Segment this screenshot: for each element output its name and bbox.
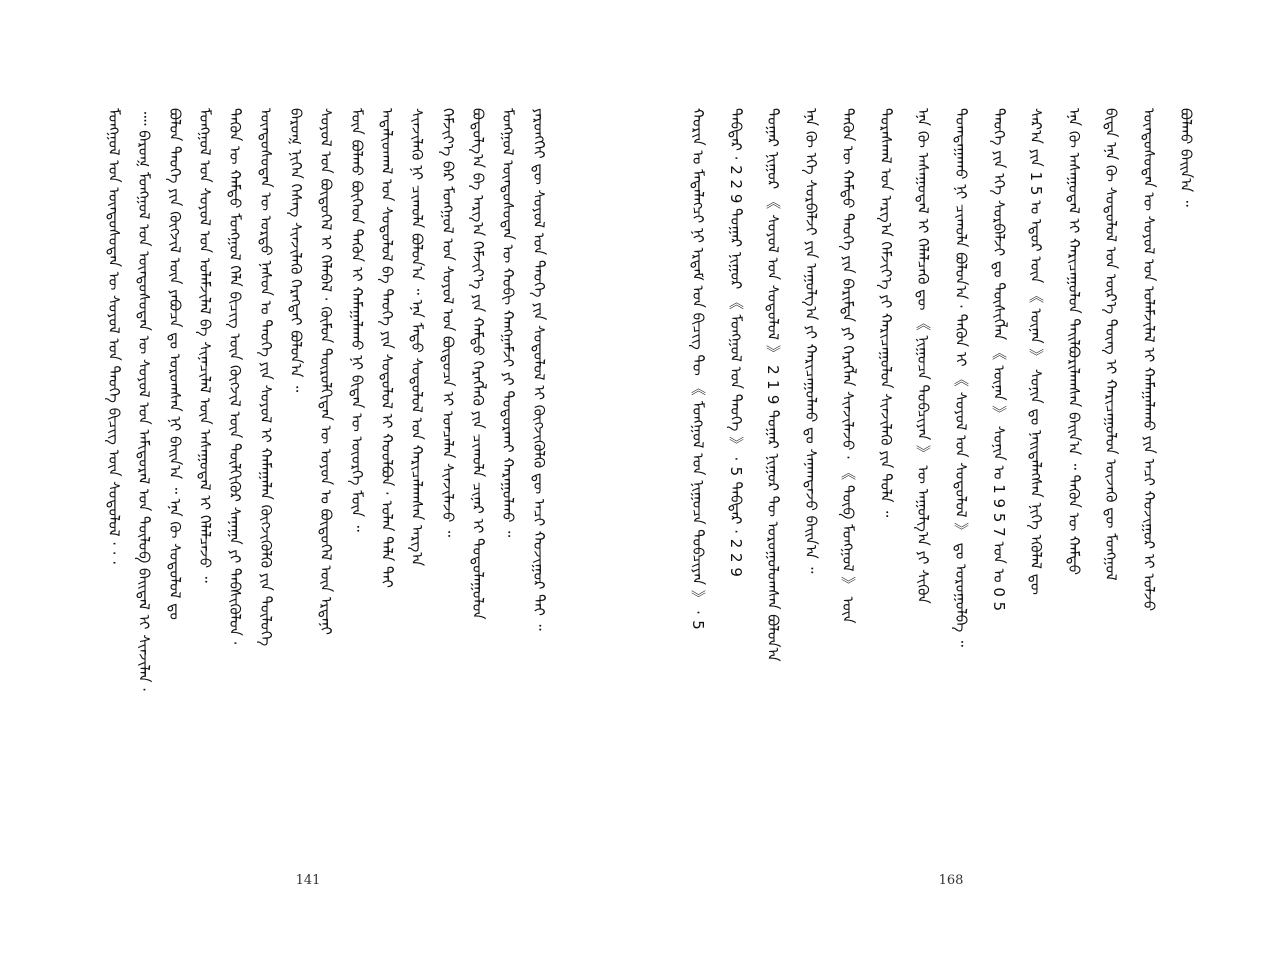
left-page-number: 141 xyxy=(295,873,321,888)
text-column: ᠳᠤᠭᠠᠷ ᠨᠢᠭᠤᠷ 《 ᠰᠣᠶᠣᠯ ᠤᠨ ᠰᠤᠳᠤᠯᠤᠯ 》 2 1 9 ᠳᠤᠭᠠᠷ ᠨᠢᠭᠤᠷ ᠲᠦ ᠣᠷᠤᠭᠤᠯᠤᠭᠰᠠᠨ ᠪᠣᠯᠤᠨ᠎ᠠ xyxy=(764,108,782,662)
text-column: ᠡᠨᠡ ᠬᠦ ᠡᠬᠡ ᠰᠤᠷᠪᠠᠯᠵᠢ ᠶᠢᠨ ᠠᠭᠤᠯᠭ᠎ᠠ ᠶᠢ ᠬᠠᠷᠢᠴᠠᠭᠤᠯᠬᠤ ᠳᠤ ᠰᠠᠨᠠᠭᠳᠠᠵᠤ ᠪᠠᠢᠨ᠎ᠠ ᠃ xyxy=(802,108,820,574)
text-column: ᠮᠣᠩᠭᠣᠯ ᠤᠨ ᠦᠨᠳᠦᠰᠦᠲᠡᠨ ᠦ ᠰᠣᠶᠣᠯ ᠤᠨ ᠲᠡᠦᠬᠡ ᠪᠢᠴᠢᠭ ᠦᠨ ᠰᠤᠳᠤᠯᠤᠯ · · · xyxy=(105,108,123,566)
text-column: ᠲᠡᠭᠦᠨ ᠦ ᠬᠠᠮᠲᠤ ᠮᠣᠩᠭᠣᠯ ᠬᠡᠯᠡ ᠪᠢᠴᠢᠭ ᠦᠨ ᠬᠥᠭᠵᠢᠯ ᠦᠨ ᠲᠦᠯᠬᠢᠭᠦᠷ ᠰᠠᠨᠠᠭᠠ ᠶᠢ ᠳᠡᠪᠰᠢᠭᠦᠯᠦᠨ · xyxy=(226,108,244,646)
text-column: ᠪᠠᠷᠤᠭ᠍ ᠨᠢᠭᠡᠨ ᠬᠡᠰᠡᠭ ᠰᠢᠨᠵᠢᠯᠡᠬᠦ ᠬᠡᠷᠡᠭᠲᠡᠢ ᠪᠣᠯᠤᠨ᠎ᠠ ᠃ xyxy=(287,108,305,393)
left-page xyxy=(0,0,632,978)
text-column: ᠦᠨᠳᠦᠰᠦᠲᠡᠨ ᠦ ᠰᠣᠶᠣᠯ ᠤᠨ ᠤᠯᠠᠮᠵᠢᠯᠠᠯ ᠢ ᠬᠠᠮᠠᠭᠠᠯᠠᠬᠤ ᠶᠢᠨ ᠠᠴᠢ ᠬᠤᠵᠢᠭᠤᠷ ᠢ ᠣᠯᠵᠤ xyxy=(1140,108,1158,612)
right-page-number: 168 xyxy=(938,873,964,888)
text-column: ᠬᠣᠷᠢᠨ ᠤ ᠮᠡᠳᠡᠯᠡᠭᠴᠢ ᠨᠢ ᠡᠷᠳᠡᠮ ᠤᠨ ᠪᠢᠴᠢᠭ ᠲᠦ 《 ᠮᠣᠩᠭᠣᠯ ᠤᠨ ᠨᠢᠭᠤᠴᠠ ᠲᠣᠪᠴᠢᠶᠠᠨ 》 · 5 xyxy=(689,108,707,631)
text-column: ᠰᠢᠨᠵᠢᠯᠡᠬᠦ ᠨᠢ ᠴᠢᠬᠤᠯᠠ ᠪᠣᠯᠤᠨ᠎ᠠ ᠃ ᠡᠨᠡ ᠮᠡᠲᠦ ᠰᠤᠳᠤᠯᠤᠯ ᠤᠨ ᠬᠠᠷᠢᠴᠠᠯᠠᠭᠰᠠᠨ ᠠᠷᠭ᠎ᠠ xyxy=(408,108,426,567)
text-column: ᠮᠣᠩᠭᠣᠯ ᠦᠨᠳᠦᠰᠦᠲᠡᠨ ᠦ ᠬᠤᠪᠢ ᠬᠠᠩᠭᠠᠮᠵᠢ ᠶᠢ ᠲᠣᠳᠣᠷᠬᠠᠢ ᠬᠠᠷᠠᠭᠤᠯᠬᠤ ᠃ xyxy=(499,108,517,538)
text-column: ᠬᠡᠮᠵᠢᠶ᠎ᠡ ᠪᠡᠷ ᠮᠣᠩᠭᠣᠯ ᠤᠨ ᠰᠣᠶᠣᠯ ᠤᠨ ᠪᠦᠲᠦᠴᠡ ᠢ ᠣᠨᠴᠠᠯᠠᠨ ᠰᠢᠨᠵᠢᠯᠡᠵᠦ ᠃ xyxy=(439,108,457,537)
text-column: ᠮᠣᠩᠭᠣᠯ ᠤᠨ ᠰᠣᠶᠣᠯ ᠤᠨ ᠤᠯᠠᠮᠵᠢᠯᠠᠯ ᠪᠠ ᠰᠢᠨᠡᠴᠢᠯᠡᠯ ᠦᠨ ᠠᠰᠠᠭᠤᠳᠠᠯ ᠢ ᠬᠡᠯᠡᠯᠴᠡᠵᠦ ᠃ xyxy=(196,108,214,583)
text-column: ᠳᠤᠷᠠᠰᠬᠠᠯ ᠤᠨ ᠠᠷᠭ᠎ᠠ ᠬᠡᠮᠵᠢᠶ᠎ᠡ ᠶᠢ ᠬᠠᠷᠢᠴᠠᠭᠤᠯᠤᠨ ᠰᠢᠨᠵᠢᠯᠡᠬᠦ ᠶᠢᠨ ᠲᠣᠯᠠ ᠃ xyxy=(877,108,895,518)
text-column: ᠦᠨᠳᠦᠰᠦᠲᠡᠨ ᠦ ᠤᠷᠲᠤ ᠨᠠᠰᠤᠨ ᠤ ᠲᠡᠦᠬᠡ ᠶᠢᠨ ᠰᠣᠶᠣᠯ ᠢ ᠬᠠᠮᠠᠭᠠᠯᠠᠨ ᠬᠥᠭᠵᠢᠭᠦᠯᠬᠦ ᠶᠢᠨ ᠲᠥᠯᠥᠭᠡ xyxy=(257,108,275,647)
left-text-block xyxy=(103,108,558,878)
text-column: ᠡᠨᠡ ᠬᠦ ᠠᠰᠠᠭᠤᠳᠠᠯ ᠢ ᠬᠡᠯᠡᠯᠴᠡᠬᠦ ᠳᠦ 《 ᠨᠢᠭᠤᠴᠠ ᠲᠣᠪᠴᠢᠶᠠᠨ 》 ᠦ ᠠᠭᠤᠯᠭ᠎ᠠ ᠶᠢ ᠰᠢᠭᠦᠨ xyxy=(914,108,932,604)
text-column: ᠶᠡᠷᠦᠩᠬᠡᠢ ᠳᠦ ᠰᠣᠶᠣᠯ ᠤᠨ ᠲᠡᠦᠬᠡ ᠶᠢᠨ ᠰᠤᠳᠤᠯᠤᠯ ᠢ ᠬᠥᠭᠵᠢᠭᠦᠯᠬᠦ ᠳᠦ ᠠᠴᠢ ᠬᠤᠵᠢᠭᠤᠷ ᠲᠠᠢ ᠃ xyxy=(530,108,548,631)
text-column: ᠁ ᠪᠠᠷᠤᠭ᠍ ᠮᠣᠩᠭᠣᠯ ᠤᠨ ᠦᠨᠳᠦᠰᠦᠲᠡᠨ ᠦ ᠰᠣᠶᠣᠯ ᠤᠨ ᠠᠮᠢᠳᠤᠷᠠᠯ ᠤᠨ ᠲᠥᠯᠥᠪ ᠪᠠᠢᠳᠠᠯ ᠢ ᠰᠢᠨᠵᠢᠯᠡᠨ · xyxy=(135,108,153,693)
text-column: ᠪᠢᠳᠡ ᠡᠨᠡ ᠬᠦ ᠰᠤᠳᠤᠯᠤᠯ ᠤᠨ ᠦᠷ᠎ᠡ ᠳᠦᠩ ᠢ ᠬᠠᠷᠢᠴᠠᠭᠤᠯᠤᠨ ᠦᠵᠡᠬᠦ ᠳᠦ ᠮᠣᠩᠭᠣᠯ xyxy=(1102,108,1120,581)
text-column: ᠰᠠᠷ᠎ᠠ ᠶᠢᠨ 1 5 ᠤ ᠡᠳᠦᠷ ᠦᠨ 《 ᠦᠨᠡᠨ 》 ᠰᠣᠨᠢᠨ ᠳᠤ ᠨᠡᠢᠲᠡᠯᠡᠭᠰᠡᠨ ᠨᠢᠭᠡ ᠡᠭᠦᠯᠡᠯ ᠳᠦ xyxy=(1027,108,1045,595)
text-column: ᠲᠡᠭᠦᠨ ᠦ ᠬᠠᠮᠲᠤ ᠲᠡᠦᠬᠡ ᠶᠢᠨ ᠪᠠᠷᠢᠮᠲᠠ ᠶᠢ ᠬᠡᠷᠡᠭᠯᠡᠨ ᠰᠢᠨᠵᠢᠯᠡᠵᠦ · 《 ᠲᠦᠪ ᠮᠣᠩᠭᠣᠯ 》 ᠦᠨ xyxy=(839,108,857,624)
text-column: ᠲᠣᠭᠲᠠᠭᠠᠬᠤ ᠨᠢ ᠴᠢᠬᠤᠯᠠ ᠪᠣᠯᠤᠨ᠎ᠠ · ᠲᠡᠭᠦᠨ ᠢ 《 ᠰᠣᠶᠣᠯ ᠤᠨ ᠰᠤᠳᠤᠯᠤᠯ 》 ᠳᠤ ᠣᠷᠤᠭᠤᠯᠪᠠ ᠃ xyxy=(952,108,970,647)
text-column: ᠪᠣᠯᠬᠤ ᠪᠠᠢᠨ᠎ᠠ ᠃ xyxy=(1177,108,1195,207)
text-column: ᠪᠣᠳᠤᠯᠭ᠎ᠠ ᠪᠠ ᠠᠷᠭ᠎ᠠ ᠬᠡᠮᠵᠢᠶ᠎ᠡ ᠶᠢᠨ ᠬᠠᠮᠲᠤ ᠬᠡᠷᠡᠭᠯᠡᠬᠦ ᠶᠢᠨ ᠴᠢᠬᠤᠯᠠ ᠴᠢᠨᠠᠷ ᠢ ᠲᠣᠳᠣᠯᠠᠭᠤᠯᠤᠨ xyxy=(469,108,487,620)
text-column: ᠲᠡᠦᠬᠡ ᠶᠢᠨ ᠡᠬᠡ ᠰᠤᠷᠪᠠᠯᠵᠢ ᠳᠤ ᠲᠦᠰᠢᠭᠯᠡᠨ 《 ᠦᠨᠡᠨ 》 ᠰᠣᠨᠢᠨ ᠤ 1 9 5 7 ᠣᠨ ᠤ 0 5 xyxy=(990,108,1008,612)
right-page xyxy=(632,0,1265,978)
right-text-block xyxy=(687,108,1213,878)
text-column: ᠡᠨᠡ ᠬᠦ ᠠᠰᠠᠭᠤᠳᠠᠯ ᠢ ᠬᠠᠷᠢᠴᠠᠭᠤᠯᠤᠨ ᠲᠠᠢᠯᠪᠤᠷᠢᠯᠠᠭᠰᠠᠨ ᠪᠠᠢᠨ᠎ᠠ ᠃ ᠲᠡᠭᠦᠨ ᠦ ᠬᠠᠮᠲᠤ xyxy=(1065,108,1083,575)
text-column: ᠪᠣᠯᠤᠨ ᠲᠡᠦᠬᠡ ᠶᠢᠨ ᠬᠥᠭᠵᠢᠯ ᠦᠨ ᠶᠠᠪᠤᠴᠠ ᠳᠤ ᠣᠷᠤᠭᠰᠠᠨ ᠨᠢ ᠪᠠᠢᠨ᠎ᠠ ᠃ ᠡᠨᠡ ᠬᠦ ᠰᠤᠳᠤᠯᠤᠯ ᠳᠤ xyxy=(166,108,184,620)
text-column: ᠳᠡᠪᠲᠡᠷ · 2 2 9 ᠳᠤᠭᠠᠷ ᠨᠢᠭᠤᠷ 《 ᠮᠣᠩᠭᠣᠯ ᠤᠨ ᠲᠡᠦᠬᠡ 》 · 5 ᠳᠡᠪᠲᠡᠷ · 2 2 9 xyxy=(727,108,745,577)
text-column: ᠰᠣᠶᠣᠯ ᠤᠨ ᠪᠦᠲᠦᠭᠡᠯ ᠢ ᠬᠡᠯᠡᠪᠡᠯ · ᠬᠦᠮᠦᠨ ᠲᠥᠷᠥᠯᠬᠢᠲᠡᠨ ᠦ ᠣᠶᠤᠨ ᠤ ᠪᠦᠲᠦᠭᠡᠯ ᠦᠨ ᠡᠷᠳᠡᠨᠢ xyxy=(317,108,335,635)
text-column: ᠮᠥᠨ ᠪᠣᠯᠬᠤ ᠪᠥᠭᠡᠳ ᠲᠡᠭᠦᠨ ᠢ ᠬᠠᠮᠠᠭᠠᠯᠠᠬᠤ ᠨᠢ ᠪᠢᠳᠡᠨ ᠦ ᠦᠦᠷᠭᠡ ᠮᠥᠨ ᠃ xyxy=(348,108,366,532)
text-column: ᠠᠳᠠᠯᠢᠳᠬᠠᠯ ᠤᠨ ᠰᠤᠳᠤᠯᠤᠯ ᠪᠠ ᠲᠡᠦᠬᠡ ᠶᠢᠨ ᠰᠤᠳᠤᠯᠤᠯ ᠢ ᠬᠣᠤᠯᠪᠣᠨ · ᠣᠯᠠᠨ ᠲᠠᠯᠠ ᠲᠠᠢ xyxy=(378,108,396,588)
